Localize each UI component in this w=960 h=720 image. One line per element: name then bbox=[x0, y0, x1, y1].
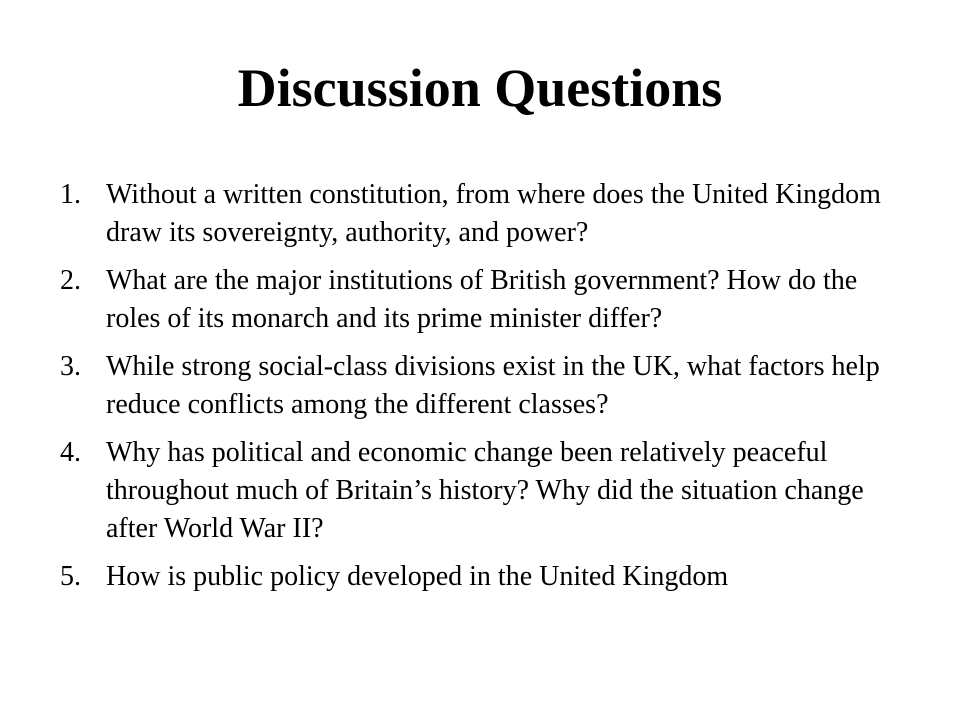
question-text: Why has political and economic change been relatively peaceful throughout much of Britain’s history? Why did the situation change after World War II? bbox=[106, 437, 864, 544]
question-text: Without a written constitution, from where does the United Kingdom draw its sovereignty, authority, and power? bbox=[106, 179, 881, 248]
question-text: What are the major institutions of British government? How do the roles of its monarch and its prime minister differ? bbox=[106, 265, 858, 334]
question-item bbox=[60, 262, 890, 338]
question-number: 2. bbox=[60, 265, 81, 296]
question-text: While strong social-class divisions exist in the UK, what factors help reduce conflicts among the different classes? bbox=[106, 351, 880, 420]
question-number: 4. bbox=[60, 437, 81, 468]
question-number: 5. bbox=[60, 561, 81, 592]
question-list bbox=[60, 176, 890, 606]
question-text: How is public policy developed in the United Kingdom bbox=[106, 561, 729, 592]
question-item bbox=[60, 558, 890, 596]
question-number: 1. bbox=[60, 179, 81, 210]
slide-title: Discussion Questions bbox=[237, 58, 723, 118]
question-number: 3. bbox=[60, 351, 81, 382]
question-item bbox=[60, 434, 890, 548]
question-item bbox=[60, 176, 890, 252]
question-item bbox=[60, 348, 890, 424]
